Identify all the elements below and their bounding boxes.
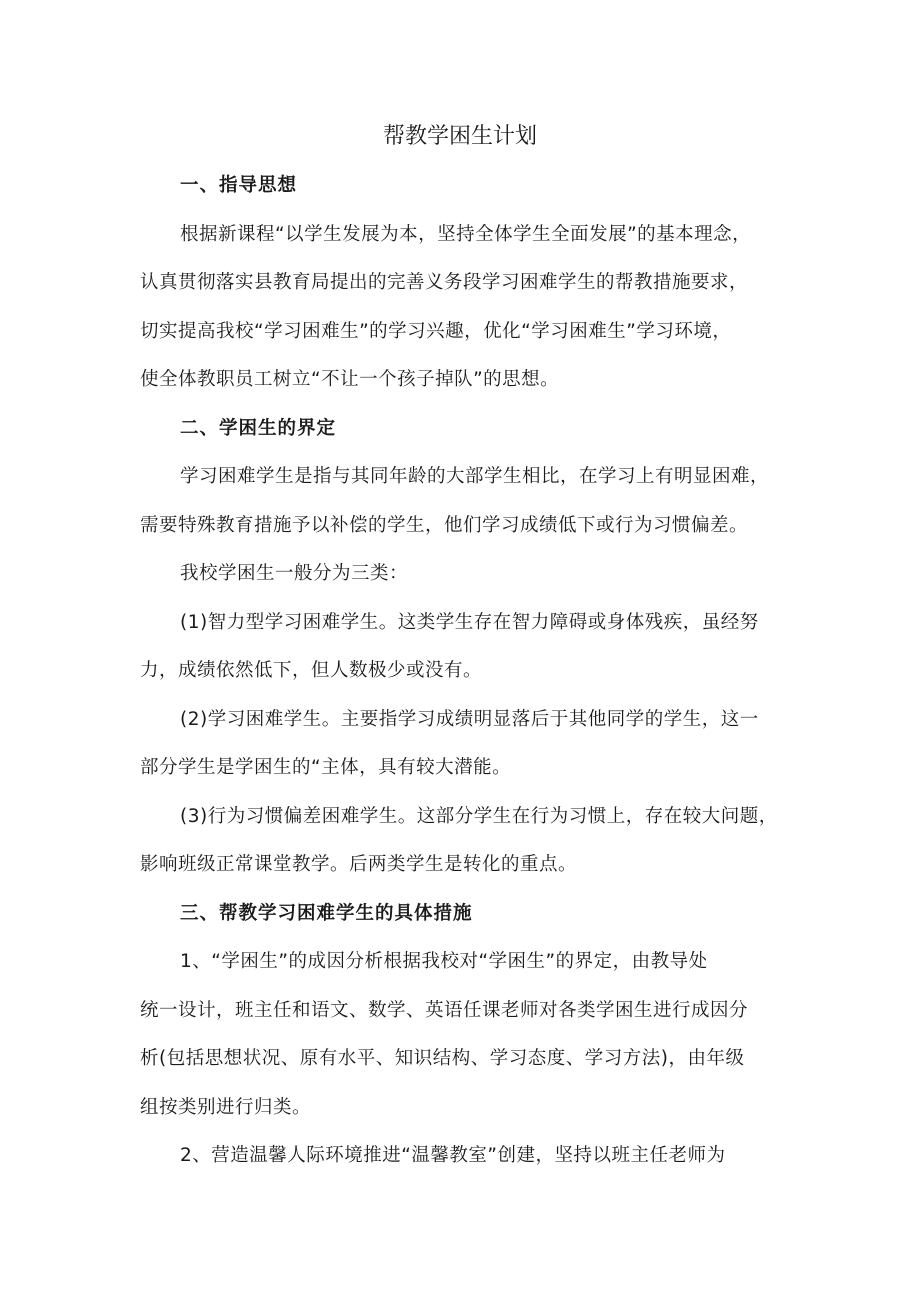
paragraph-line: 影响班级正常课堂教学。后两类学生是转化的重点。 [140,854,578,875]
paragraph-line: 部分学生是学困生的“主体，具有较大潜能。 [140,757,512,778]
paragraph-line: 使全体教职员工树立“不让一个孩子掉队”的思想。 [140,369,560,390]
paragraph-line: 切实提高我校“学习困难生”的学习兴趣，优化“学习困难生”学习环境， [140,321,732,342]
section-heading-guiding-ideology: 一、指导思想 [180,175,298,196]
paragraph-line: (2)学习困难学生。主要指学习成绩明显落后于其他同学的学生，这一 [180,709,759,730]
paragraph-line: 统一设计，班主任和语文、数学、英语任课老师对各类学困生进行成因分 [140,1000,749,1021]
document-title: 帮教学困生计划 [382,124,537,149]
paragraph-line: 学习困难学生是指与其同年龄的大部学生相比，在学习上有明显困难， [180,466,770,487]
paragraph-line: 根据新课程“以学生发展为本，坚持全体学生全面发展”的基本理念， [180,224,752,245]
paragraph-line: 力，成绩依然低下，但人数极少或没有。 [140,660,483,681]
section-heading-measures: 三、帮教学习困难学生的具体措施 [180,903,473,924]
paragraph-line: 组按类别进行归类。 [140,1097,312,1118]
paragraph-line: 我校学困生一般分为三类： [180,563,409,584]
paragraph-line: 2、营造温馨人际环境推进“温馨教室”创建，坚持以班主任老师为 [180,1145,726,1166]
section-heading-definition: 二、学困生的界定 [180,418,337,439]
paragraph-line: 析(包括思想状况、原有水平、知识结构、学习态度、学习方法)，由年级 [140,1048,745,1069]
paragraph-line: 认真贯彻落实县教育局提出的完善义务段学习困难学生的帮教措施要求， [140,272,749,293]
paragraph-line: 需要特殊教育措施予以补偿的学生，他们学习成绩低下或行为习惯偏差。 [140,515,749,536]
paragraph-line: (3)行为习惯偏差困难学生。这部分学生在行为习惯上，存在较大问题， [180,806,778,827]
paragraph-line: 1、“学困生”的成因分析根据我校对“学困生”的界定，由教导处 [180,951,708,972]
paragraph-line: (1)智力型学习困难学生。这类学生存在智力障碍或身体残疾，虽经努 [180,612,759,633]
